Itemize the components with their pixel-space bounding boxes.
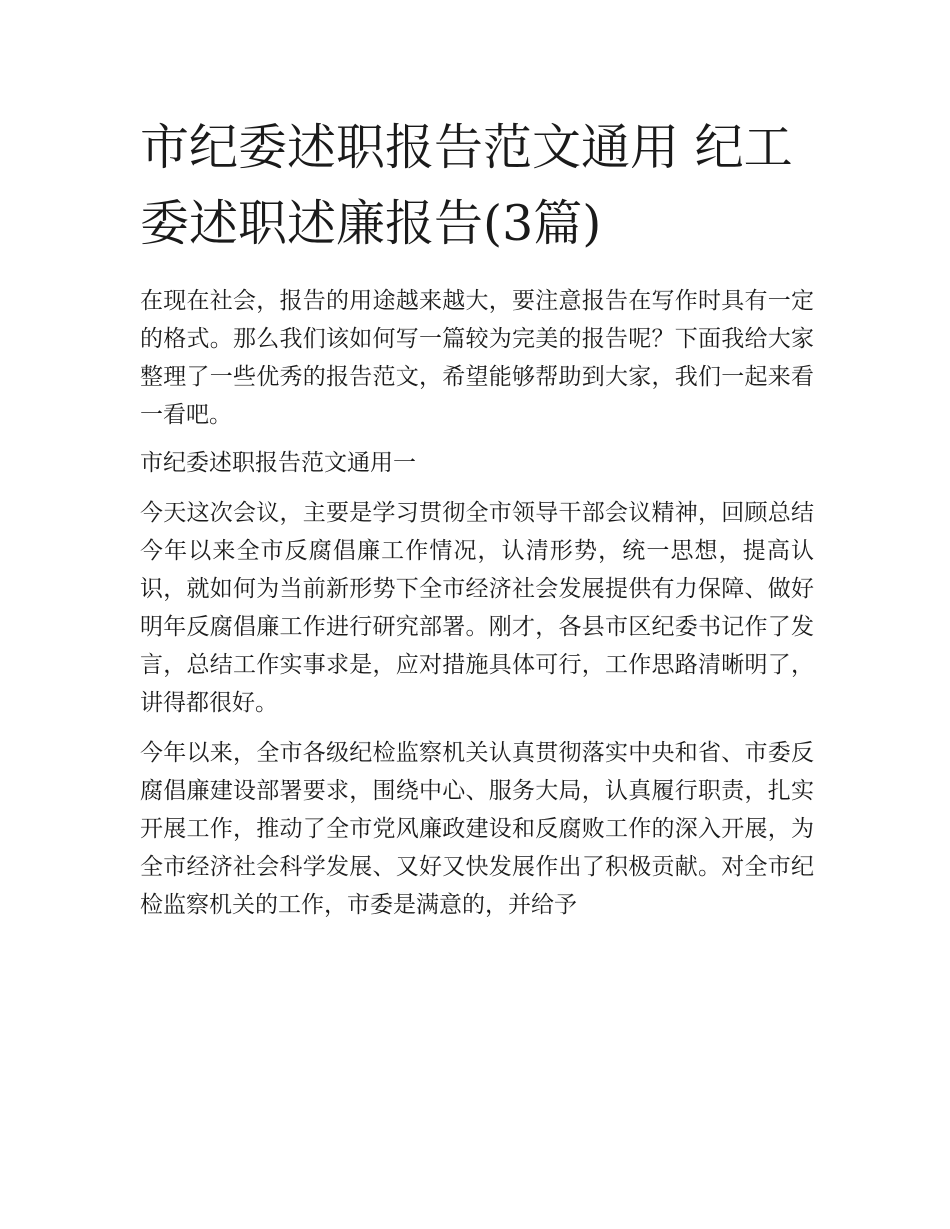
intro-paragraph: 在现在社会，报告的用途越来越大，要注意报告在写作时具有一定的格式。那么我们该如何写一篇较为完美的报告呢？下面我给大家整理了一些优秀的报告范文，希望能够帮助到大家，我们一起来看一看吧。 [140,288,814,428]
document-body [140,282,814,924]
body-paragraph-1: 今天这次会议，主要是学习贯彻全市领导干部会议精神，回顾总结今年以来全市反腐倡廉工作情况，认清形势，统一思想，提高认识，就如何为当前新形势下全市经济社会发展提供有力保障、做好明年反腐倡廉工作进行研究部署。刚才，各县市区纪委书记作了发言，总结工作实事求是，应对措施具体可行，工作思路清晰明了，讲得都很好。 [140,500,814,716]
body-paragraph-2: 今年以来，全市各级纪检监察机关认真贯彻落实中央和省、市委反腐倡廉建设部署要求，围绕中心、服务大局，认真履行职责，扎实开展工作，推动了全市党风廉政建设和反腐败工作的深入开展，为全市经济社会科学发展、又好又快发展作出了积极贡献。对全市纪检监察机关的工作，市委是满意的，并给予 [140,740,814,918]
section-heading: 市纪委述职报告范文通用一 [140,450,416,476]
document-title: 市纪委述职报告范文通用 纪工委述职述廉报告(3篇) [140,119,793,252]
